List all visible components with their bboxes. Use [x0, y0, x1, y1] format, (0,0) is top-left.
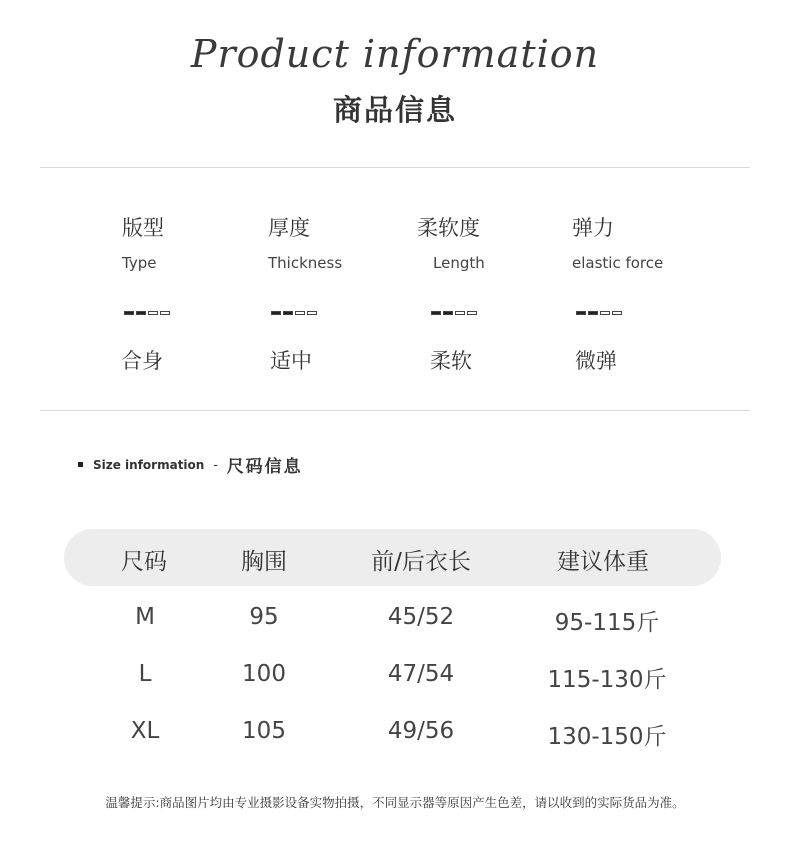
attribute-label-cn: 柔软度 — [417, 216, 480, 240]
middle-divider — [40, 410, 750, 411]
table-row — [0, 718, 790, 758]
cell-length: 49/56 — [387, 718, 455, 744]
scale-segment — [455, 311, 465, 315]
product-information-script-title: Product information — [190, 32, 600, 76]
attribute-value: 微弹 — [575, 349, 617, 373]
product-information-title: 商品信息 — [332, 93, 457, 127]
size-information-heading — [78, 452, 303, 477]
scale-segment — [136, 311, 146, 315]
scale-indicator — [576, 310, 622, 318]
scale-segment — [295, 311, 305, 315]
cell-size: XL — [130, 718, 160, 744]
cell-size: L — [138, 661, 152, 687]
attribute-thickness — [268, 212, 418, 272]
table-row — [0, 661, 790, 701]
scale-segment — [307, 311, 317, 315]
top-divider — [40, 167, 750, 168]
attribute-value: 柔软 — [430, 349, 472, 373]
cell-bust: 95 — [249, 604, 279, 630]
scale-indicator — [271, 310, 317, 318]
attribute-label-en: Type — [122, 254, 157, 272]
scale-segment — [160, 311, 170, 315]
cell-weight: 130-150斤 — [547, 724, 667, 750]
size-information-cn: 尺码信息 — [226, 457, 303, 477]
scale-segment — [612, 311, 622, 315]
size-information-dash: - — [213, 457, 218, 472]
attribute-label-en: Thickness — [268, 254, 343, 272]
scale-segment — [600, 311, 610, 315]
header-size: 尺码 — [121, 549, 167, 575]
attribute-value: 适中 — [270, 349, 312, 373]
disclaimer-note: 温馨提示:商品图片均由专业摄影设备实物拍摄，不同显示器等原因产生色差，请以收到的实际货品为准。 — [105, 795, 685, 810]
attribute-label-en: Length — [433, 254, 485, 272]
attribute-value: 合身 — [121, 349, 163, 373]
cell-length: 45/52 — [387, 604, 455, 630]
cell-bust: 105 — [242, 718, 286, 744]
attribute-label-en: elastic force — [572, 254, 664, 272]
scale-segment — [467, 311, 477, 315]
table-row — [0, 604, 790, 644]
size-table-header — [64, 529, 721, 586]
cell-bust: 100 — [242, 661, 286, 687]
attribute-label-cn: 弹力 — [572, 216, 614, 240]
cell-size: M — [135, 604, 155, 630]
attribute-type — [122, 212, 272, 272]
scale-segment — [124, 311, 134, 315]
header-weight: 建议体重 — [557, 549, 649, 575]
header-bust: 胸围 — [241, 549, 287, 575]
scale-segment — [443, 311, 453, 315]
cell-weight: 95-115斤 — [554, 610, 660, 636]
scale-segment — [588, 311, 598, 315]
scale-segment — [148, 311, 158, 315]
header-length: 前/后衣长 — [371, 549, 471, 575]
scale-segment — [283, 311, 293, 315]
scale-segment — [431, 311, 441, 315]
bullet-icon — [78, 462, 83, 467]
attribute-softness — [417, 212, 567, 272]
attribute-label-cn: 厚度 — [268, 216, 310, 240]
attribute-label-cn: 版型 — [122, 216, 164, 240]
scale-indicator — [124, 310, 170, 318]
cell-weight: 115-130斤 — [547, 667, 667, 693]
scale-segment — [271, 311, 281, 315]
size-information-en: Size information — [93, 457, 205, 472]
attribute-elasticity — [572, 212, 722, 272]
scale-indicator — [431, 310, 477, 318]
scale-segment — [576, 311, 586, 315]
cell-length: 47/54 — [387, 661, 455, 687]
